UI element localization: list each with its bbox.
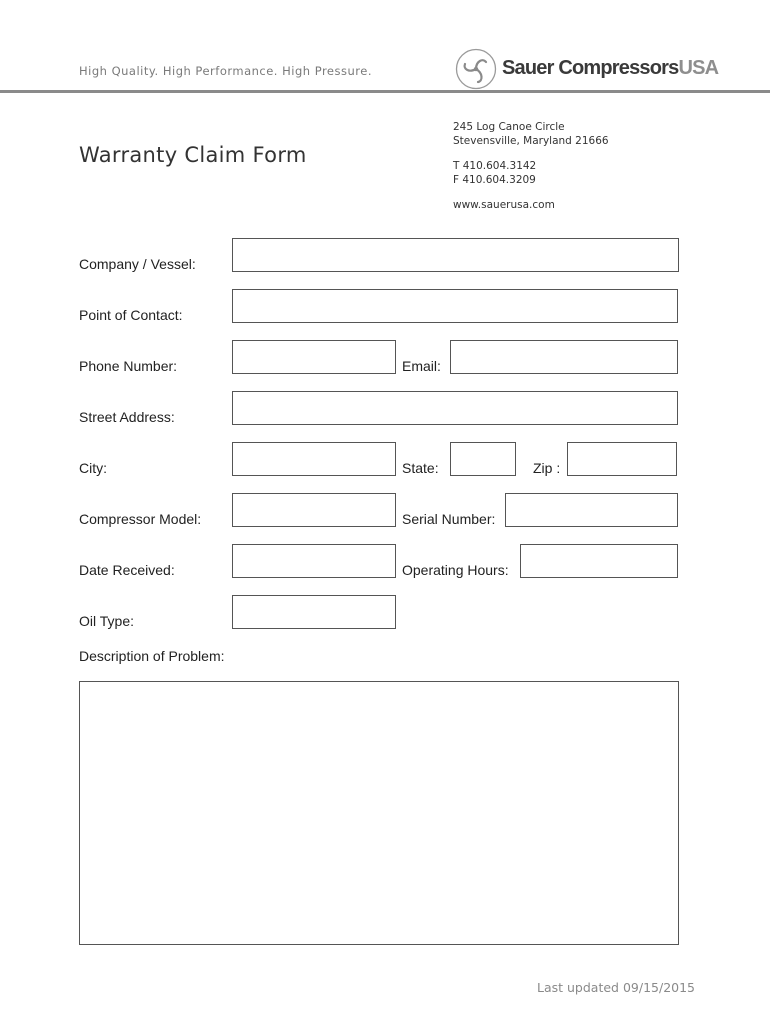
website-link[interactable]: www.sauerusa.com xyxy=(453,199,555,211)
brand-primary: Sauer Compressors xyxy=(502,57,679,79)
state-label: State: xyxy=(402,460,439,476)
email-label: Email: xyxy=(402,358,441,374)
fax-number-text: F 410.604.3209 xyxy=(453,174,536,186)
address-line2: Stevensville, Maryland 21666 xyxy=(453,135,609,147)
brand-name xyxy=(502,57,718,80)
point-of-contact-label: Point of Contact: xyxy=(79,307,183,323)
city-field[interactable] xyxy=(232,442,396,476)
oil-type-label: Oil Type: xyxy=(79,613,134,629)
company-vessel-label: Company / Vessel: xyxy=(79,256,196,272)
operating-hours-label: Operating Hours: xyxy=(402,562,509,578)
compressor-model-field[interactable] xyxy=(232,493,396,527)
brand-secondary: USA xyxy=(678,57,719,79)
date-received-label: Date Received: xyxy=(79,562,175,578)
triskelion-logo-icon xyxy=(455,48,497,90)
phone-number-field[interactable] xyxy=(232,340,396,374)
city-label: City: xyxy=(79,460,107,476)
operating-hours-field[interactable] xyxy=(520,544,678,578)
address-line1: 245 Log Canoe Circle xyxy=(453,121,565,133)
street-address-field[interactable] xyxy=(232,391,678,425)
last-updated-text: Last updated 09/15/2015 xyxy=(537,980,696,995)
phone-number-label: Phone Number: xyxy=(79,358,178,374)
state-field[interactable] xyxy=(450,442,516,476)
date-received-field[interactable] xyxy=(232,544,396,578)
oil-type-field[interactable] xyxy=(232,595,396,629)
serial-number-label: Serial Number: xyxy=(402,511,496,527)
point-of-contact-field[interactable] xyxy=(232,289,678,323)
compressor-model-label: Compressor Model: xyxy=(79,511,202,527)
email-field[interactable] xyxy=(450,340,678,374)
tagline: High Quality. High Performance. High Pressure. xyxy=(79,64,372,78)
page-title: Warranty Claim Form xyxy=(79,143,307,167)
description-label: Description of Problem: xyxy=(79,648,225,664)
zip-label: Zip : xyxy=(533,460,561,476)
zip-field[interactable] xyxy=(567,442,677,476)
serial-number-field[interactable] xyxy=(505,493,678,527)
street-address-label: Street Address: xyxy=(79,409,175,425)
description-textarea[interactable] xyxy=(79,681,679,945)
phone-number-text: T 410.604.3142 xyxy=(453,160,537,172)
company-vessel-field[interactable] xyxy=(232,238,679,272)
header-rule xyxy=(0,90,770,93)
